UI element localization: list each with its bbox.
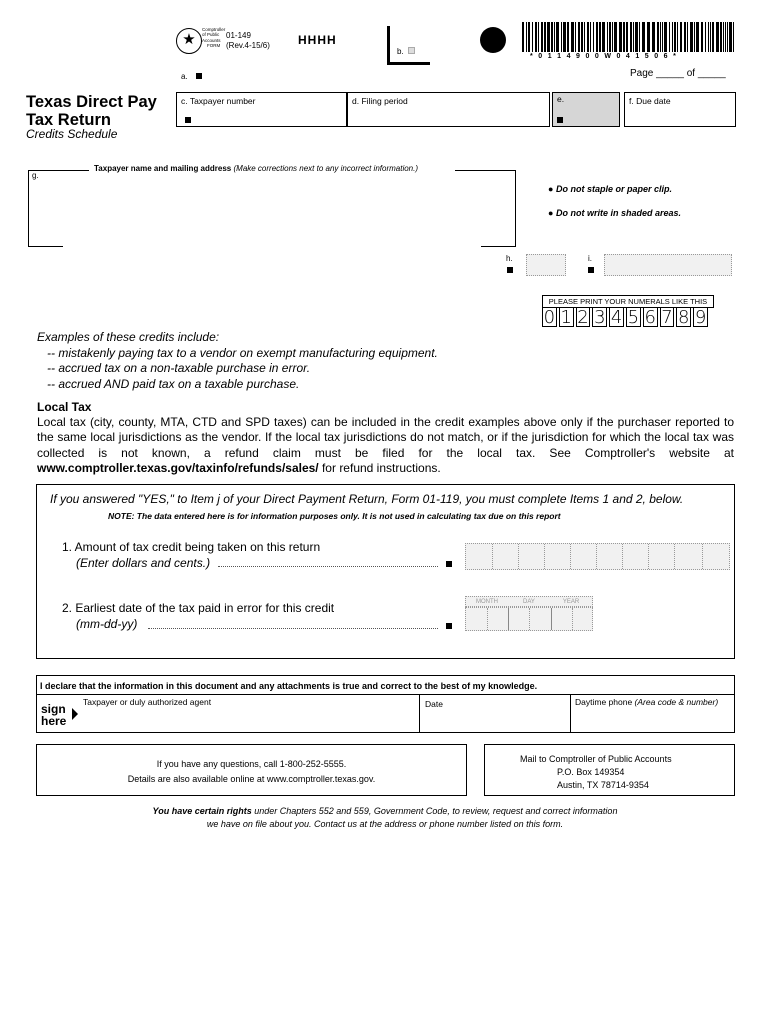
- barcode-bar: [705, 22, 706, 52]
- field-g-label: g.: [32, 171, 39, 180]
- field-b-box[interactable]: [408, 47, 415, 54]
- mail-to-line: Mail to Comptroller of Public Accounts: [520, 754, 672, 764]
- numeral-6: 6: [644, 307, 656, 328]
- items-intro: If you answered "YES," to Item j of your Direct Payment Return, Form 01-119, you must complete Items 1 and 2, below.: [50, 492, 684, 506]
- barcode-bar: [563, 22, 566, 52]
- field-i-shaded: [604, 254, 732, 276]
- address-bottom-left-rule: [28, 246, 63, 247]
- numeral-4: 4: [610, 307, 623, 328]
- items-note: NOTE: The data entered here is for information purposes only. It is not used in calculating tax due on this report: [108, 511, 561, 521]
- questions-box: [36, 744, 467, 796]
- bullet-icon: ●: [548, 184, 554, 194]
- item-2-leader: [148, 628, 438, 629]
- barcode-bar: [623, 22, 625, 52]
- barcode-bar: [538, 22, 539, 52]
- questions-online: Details are also available online at www.comptroller.texas.gov.: [127, 774, 376, 784]
- date-headers: [465, 596, 593, 607]
- barcode-bar: [687, 22, 688, 52]
- item-1-leader: [218, 566, 438, 567]
- address-top-left-rule: [28, 170, 89, 171]
- barcode-bar: [696, 22, 699, 52]
- barcode-bar: [522, 22, 524, 52]
- barcode-bar: [727, 22, 728, 52]
- refunds-link[interactable]: www.comptroller.texas.gov/taxinfo/refunds/sales/: [37, 461, 319, 476]
- barcode-bar: [609, 22, 611, 52]
- barcode-bar: [652, 22, 655, 52]
- barcode-bar: [669, 22, 670, 52]
- barcode-bar: [720, 22, 722, 52]
- barcode-bar: [596, 22, 598, 52]
- barcode-bar: [541, 22, 543, 52]
- form-subtitle: Credits Schedule: [26, 127, 118, 141]
- corner-bracket: [387, 26, 430, 65]
- field-b-label: b.: [397, 47, 415, 56]
- barcode-bar: [701, 22, 703, 52]
- barcode-bar: [680, 22, 682, 52]
- barcode-bar: [607, 22, 608, 52]
- day-header: DAY: [523, 599, 535, 605]
- page-of: Page _____ of _____: [630, 68, 726, 79]
- barcode-bar: [647, 22, 650, 52]
- barcode-bar: [612, 22, 613, 52]
- barcode-bar: [578, 22, 580, 52]
- local-tax-heading: Local Tax: [37, 400, 92, 414]
- address-label: Taxpayer name and mailing address (Make corrections next to any incorrect information.): [94, 164, 418, 173]
- barcode-bar: [571, 22, 574, 52]
- barcode-bar: [567, 22, 569, 52]
- examples-heading: Examples of these credits include:: [37, 330, 220, 344]
- barcode: [522, 22, 734, 52]
- barcode-bar: [584, 22, 585, 52]
- barcode-bar: [733, 22, 734, 52]
- item-1-label: 1. Amount of tax credit being taken on this return (Enter dollars and cents.): [62, 540, 321, 570]
- barcode-bar: [684, 22, 686, 52]
- barcode-bar: [712, 22, 714, 52]
- barcode-bar: [528, 22, 530, 52]
- example-item: -- mistakenly paying tax to a vendor on exempt manufacturing equipment.: [47, 345, 438, 360]
- address-input-area[interactable]: [30, 178, 512, 244]
- phone-field[interactable]: Daytime phone (Area code & number): [575, 697, 719, 707]
- barcode-bar: [660, 22, 661, 52]
- barcode-bar: [657, 22, 659, 52]
- sign-arrow-icon: [72, 708, 78, 720]
- example-item: -- accrued tax on a non-taxable purchase in error.: [47, 361, 311, 375]
- due-date-field[interactable]: f. Due date: [624, 92, 736, 127]
- barcode-bar: [677, 22, 678, 52]
- address-left-bracket: [28, 170, 29, 247]
- date-signed-field[interactable]: Date: [420, 694, 571, 733]
- address-bottom-right-rule: [481, 246, 516, 247]
- agent-signature-field[interactable]: Taxpayer or duly authorized agent: [80, 694, 420, 733]
- sign-here: sign here: [41, 702, 67, 728]
- numeral-5: 5: [627, 307, 640, 328]
- barcode-bar: [725, 22, 726, 52]
- marker: [507, 267, 513, 273]
- barcode-bar: [674, 22, 676, 52]
- rights-notice: You have certain rights under Chapters 552 and 559, Government Code, to review, request and correct information we have on file about you. Contact us at the address or phone number listed on this form.: [152, 806, 618, 829]
- form-number: 01-149: [226, 31, 251, 40]
- amount-input[interactable]: [465, 543, 730, 570]
- barcode-bar: [710, 22, 711, 52]
- barcode-bar: [694, 22, 695, 52]
- numeral-8: 8: [678, 307, 690, 328]
- state-seal: [176, 28, 202, 54]
- field-a: a.: [181, 72, 202, 81]
- local-tax-body: Local tax (city, county, MTA, CTD and SPD taxes) can be included in the credit examples above only if the purchaser reported to the same local jurisdictions as the vendor. If the local tax jurisdictions do not match, or if the jurisdiction for which the local tax was collected is not known, a refund claim must be filed for the local tax. See Comptroller's website at www.comptroller.texas.gov/taxinfo/refunds/sales/ for refund instructions.: [37, 415, 734, 476]
- barcode-digits: * 0 1 1 4 9 0 0 W 0 4 1 5 0 6 *: [530, 53, 676, 60]
- barcode-bar: [614, 22, 617, 52]
- month-header: MONTH: [476, 599, 498, 605]
- barcode-bar: [532, 22, 533, 52]
- examples-section: [37, 330, 438, 392]
- year-header: YEAR: [562, 599, 580, 605]
- address-right-bracket: [515, 170, 516, 247]
- barcode-bar: [554, 22, 555, 52]
- barcode-bar: [599, 22, 601, 52]
- barcode-bar: [526, 22, 527, 52]
- no-staple-notice: ● Do not staple or paper clip.: [548, 184, 672, 194]
- seal-caption: Comptroller of Public Accounts FORM: [202, 27, 226, 48]
- example-item: -- accrued AND paid tax on a taxable purchase.: [47, 376, 300, 391]
- numeral-9: 9: [694, 307, 707, 328]
- numeral-0: 0: [543, 307, 556, 328]
- barcode-bar: [635, 22, 638, 52]
- registration-dot: [480, 27, 506, 53]
- barcode-bar: [639, 22, 640, 52]
- barcode-bar: [544, 22, 546, 52]
- barcode-bar: [729, 22, 732, 52]
- field-e-shaded: e.: [552, 92, 620, 127]
- barcode-bar: [575, 22, 576, 52]
- barcode-bar: [590, 22, 591, 52]
- field-h-shaded: [526, 254, 566, 276]
- numeral-3: 3: [594, 307, 606, 328]
- barcode-bar: [633, 22, 634, 52]
- barcode-bar: [664, 22, 667, 52]
- form-revision: (Rev.4-15/6): [226, 41, 270, 50]
- mail-to-box-line: P.O. Box 149354: [557, 767, 625, 777]
- declaration-statement: I declare that the information in this document and any attachments is true and correct to the best of my knowledge.: [40, 681, 538, 691]
- barcode-bar: [551, 22, 553, 52]
- taxpayer-number-field[interactable]: c. Taxpayer number: [176, 92, 347, 127]
- mail-to-box: [484, 744, 735, 796]
- barcode-bar: [587, 22, 589, 52]
- numeral-2: 2: [577, 307, 589, 328]
- print-numerals-label: PLEASE PRINT YOUR NUMERALS LIKE THIS: [542, 295, 714, 308]
- marker: [588, 267, 594, 273]
- barcode-bar: [547, 22, 550, 52]
- barcode-bar: [672, 22, 673, 52]
- bullet-icon: ●: [548, 208, 554, 218]
- barcode-bar: [593, 22, 594, 52]
- numeral-sample: [542, 307, 714, 327]
- field-i-label: i.: [588, 254, 592, 263]
- barcode-bar: [535, 22, 537, 52]
- barcode-bar: [561, 22, 562, 52]
- barcode-bar: [619, 22, 622, 52]
- mail-to-city-line: Austin, TX 78714-9354: [557, 780, 649, 790]
- barcode-bar: [630, 22, 632, 52]
- questions-phone: If you have any questions, call 1-800-252-5555.: [156, 759, 347, 769]
- no-shaded-notice: ● Do not write in shaded areas.: [548, 208, 681, 218]
- barcode-bar: [556, 22, 559, 52]
- item-2-label: 2. Earliest date of the tax paid in error for this credit (mm-dd-yy): [62, 601, 335, 631]
- marker: [446, 561, 452, 567]
- marker: [557, 117, 563, 123]
- barcode-bar: [581, 22, 583, 52]
- date-input[interactable]: [465, 607, 593, 631]
- barcode-bar: [708, 22, 709, 52]
- form-title: Texas Direct Pay Tax Return: [26, 93, 157, 129]
- barcode-bar: [626, 22, 628, 52]
- field-h-label: h.: [506, 254, 513, 263]
- barcode-bar: [642, 22, 645, 52]
- barcode-bar: [690, 22, 693, 52]
- marker: [185, 117, 191, 123]
- code-marks: HHHH: [298, 33, 337, 47]
- numeral-1: 1: [560, 307, 572, 328]
- filing-period-field[interactable]: d. Filing period: [347, 92, 550, 127]
- marker: [446, 623, 452, 629]
- barcode-bar: [716, 22, 719, 52]
- numeral-7: 7: [661, 307, 673, 328]
- address-top-right-rule: [455, 170, 516, 171]
- barcode-bar: [662, 22, 663, 52]
- star-icon: ★: [182, 31, 196, 48]
- barcode-bar: [602, 22, 605, 52]
- barcode-bar: [723, 22, 724, 52]
